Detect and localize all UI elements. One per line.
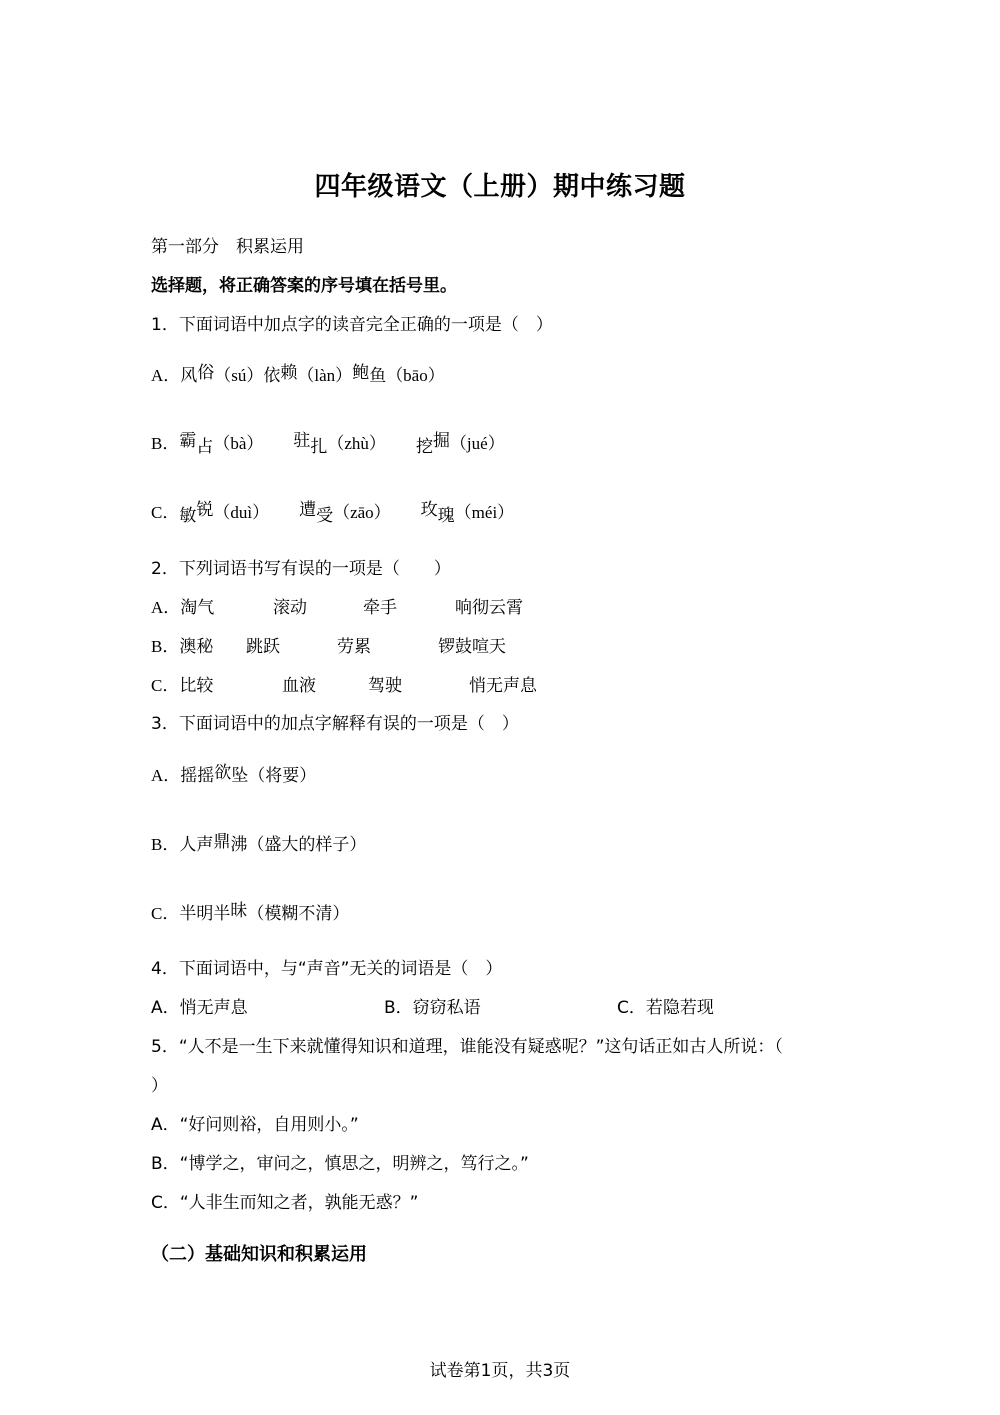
dotted-char: 驻 [293, 431, 311, 451]
q3-stem: 3．下面词语中的加点字解释有误的一项是（ ） [151, 714, 519, 734]
q2-option-c-word4: 悄无声息 [469, 676, 537, 696]
dotted-char: 霸 [179, 431, 197, 451]
text-span: 淘气 [180, 598, 215, 618]
text-span: （模糊不清） [247, 904, 350, 924]
text-span: 半明半 [179, 904, 231, 924]
q4-stem: 4．下面词语中，与“声音”无关的词语是（ ） [151, 959, 503, 979]
pinyin: （jué） [449, 434, 505, 453]
text-span: 澳秘 [179, 637, 214, 657]
q5-option-a: A．“好问则裕，自用则小。” [151, 1115, 359, 1135]
q3-option-a [151, 761, 316, 786]
q2-option-b-word4: 锣鼓喧天 [438, 637, 506, 657]
q2-option-b-word3: 劳累 [337, 637, 371, 657]
page-title: 四年级语文（上册）期中练习题 [314, 172, 686, 202]
q2-option-c-word2: 血液 [282, 676, 316, 696]
text-span: A． [151, 598, 181, 617]
dotted-char: 玫 [420, 500, 438, 520]
word-char: 风 [180, 366, 198, 386]
text-span: 人声 [179, 835, 214, 855]
part2-heading: （二）基础知识和积累运用 [151, 1244, 367, 1265]
q2-option-a-word2: 滚动 [273, 598, 307, 618]
q2-option-b-word2: 跳跃 [246, 637, 280, 657]
word-char: 敏 [179, 506, 197, 526]
text-span: C． [151, 904, 180, 923]
pinyin: （sú） [214, 366, 264, 385]
q4-option-c: C．若隐若现 [617, 998, 714, 1018]
word-char: 鱼 [369, 366, 387, 386]
pinyin: （zāo） [333, 503, 391, 522]
dotted-char: 锐 [196, 500, 214, 520]
dotted-char: 昧 [230, 901, 248, 921]
q5-stem-line1: 5．“人不是一生下来就懂得知识和道理，谁能没有疑惑呢？”这句话正如古人所说：（ [151, 1037, 783, 1057]
option-label: B． [151, 434, 180, 453]
word-char: 瑰 [437, 506, 455, 526]
text-span: B． [151, 637, 180, 656]
text-span: 摇摇 [180, 766, 215, 786]
pinyin: （méi） [454, 503, 515, 522]
text-span: 比较 [179, 676, 214, 696]
q1-option-b [151, 429, 505, 457]
text-span: B． [151, 835, 180, 854]
q2-option-c-label [151, 671, 213, 696]
q2-option-a-word3: 牵手 [363, 598, 397, 618]
q1-option-c [151, 498, 515, 526]
dotted-char: 欲 [214, 763, 232, 783]
dotted-char: 俗 [197, 363, 215, 383]
q5-option-c: C．“人非生而知之者，孰能无惑？” [151, 1193, 419, 1213]
word-char: 受 [316, 506, 334, 526]
text-span: C． [151, 676, 180, 695]
word-char: 占 [196, 437, 214, 457]
pinyin: （bà） [213, 434, 264, 453]
q2-option-a-word4: 响彻云霄 [455, 598, 523, 618]
word-char: 挖 [415, 437, 433, 457]
q2-option-b-label [151, 632, 213, 657]
q4-option-a: A．悄无声息 [151, 998, 248, 1018]
page-footer: 试卷第1页，共3页 [429, 1361, 571, 1381]
instruction: 选择题，将正确答案的序号填在括号里。 [151, 276, 457, 296]
text-span: 沸（盛大的样子） [230, 835, 367, 855]
pinyin: （duì） [213, 503, 270, 522]
dotted-char: 遭 [299, 500, 317, 520]
q3-option-c [151, 899, 349, 924]
q3-option-b [151, 830, 366, 855]
dotted-char: 赖 [280, 363, 298, 383]
dotted-char: 鼎 [213, 832, 231, 852]
pinyin: （zhù） [327, 434, 386, 453]
q1-option-a [151, 361, 445, 386]
text-span: 坠（将要） [231, 766, 317, 786]
text-span: A． [151, 766, 181, 785]
word-char: 扎 [310, 437, 328, 457]
q2-option-a-label [151, 593, 214, 618]
pinyin: （bāo） [386, 366, 445, 385]
option-label: A． [151, 366, 181, 385]
q5-stem-line2: ） [151, 1076, 168, 1096]
dotted-char: 掘 [432, 431, 450, 451]
q5-option-b: B．“博学之，审问之，慎思之，明辨之，笃行之。” [151, 1154, 529, 1174]
q2-option-c-word3: 驾驶 [368, 676, 402, 696]
pinyin: （làn） [297, 366, 353, 385]
q1-stem: 1．下面词语中加点字的读音完全正确的一项是（ ） [151, 315, 553, 335]
dotted-char: 鲍 [352, 363, 370, 383]
q4-option-b: B．窃窃私语 [384, 998, 481, 1018]
q2-stem: 2．下列词语书写有误的一项是（ ） [151, 559, 451, 579]
option-label: C． [151, 503, 180, 522]
word-char: 依 [263, 366, 281, 386]
part1-heading: 第一部分 积累运用 [151, 237, 304, 257]
